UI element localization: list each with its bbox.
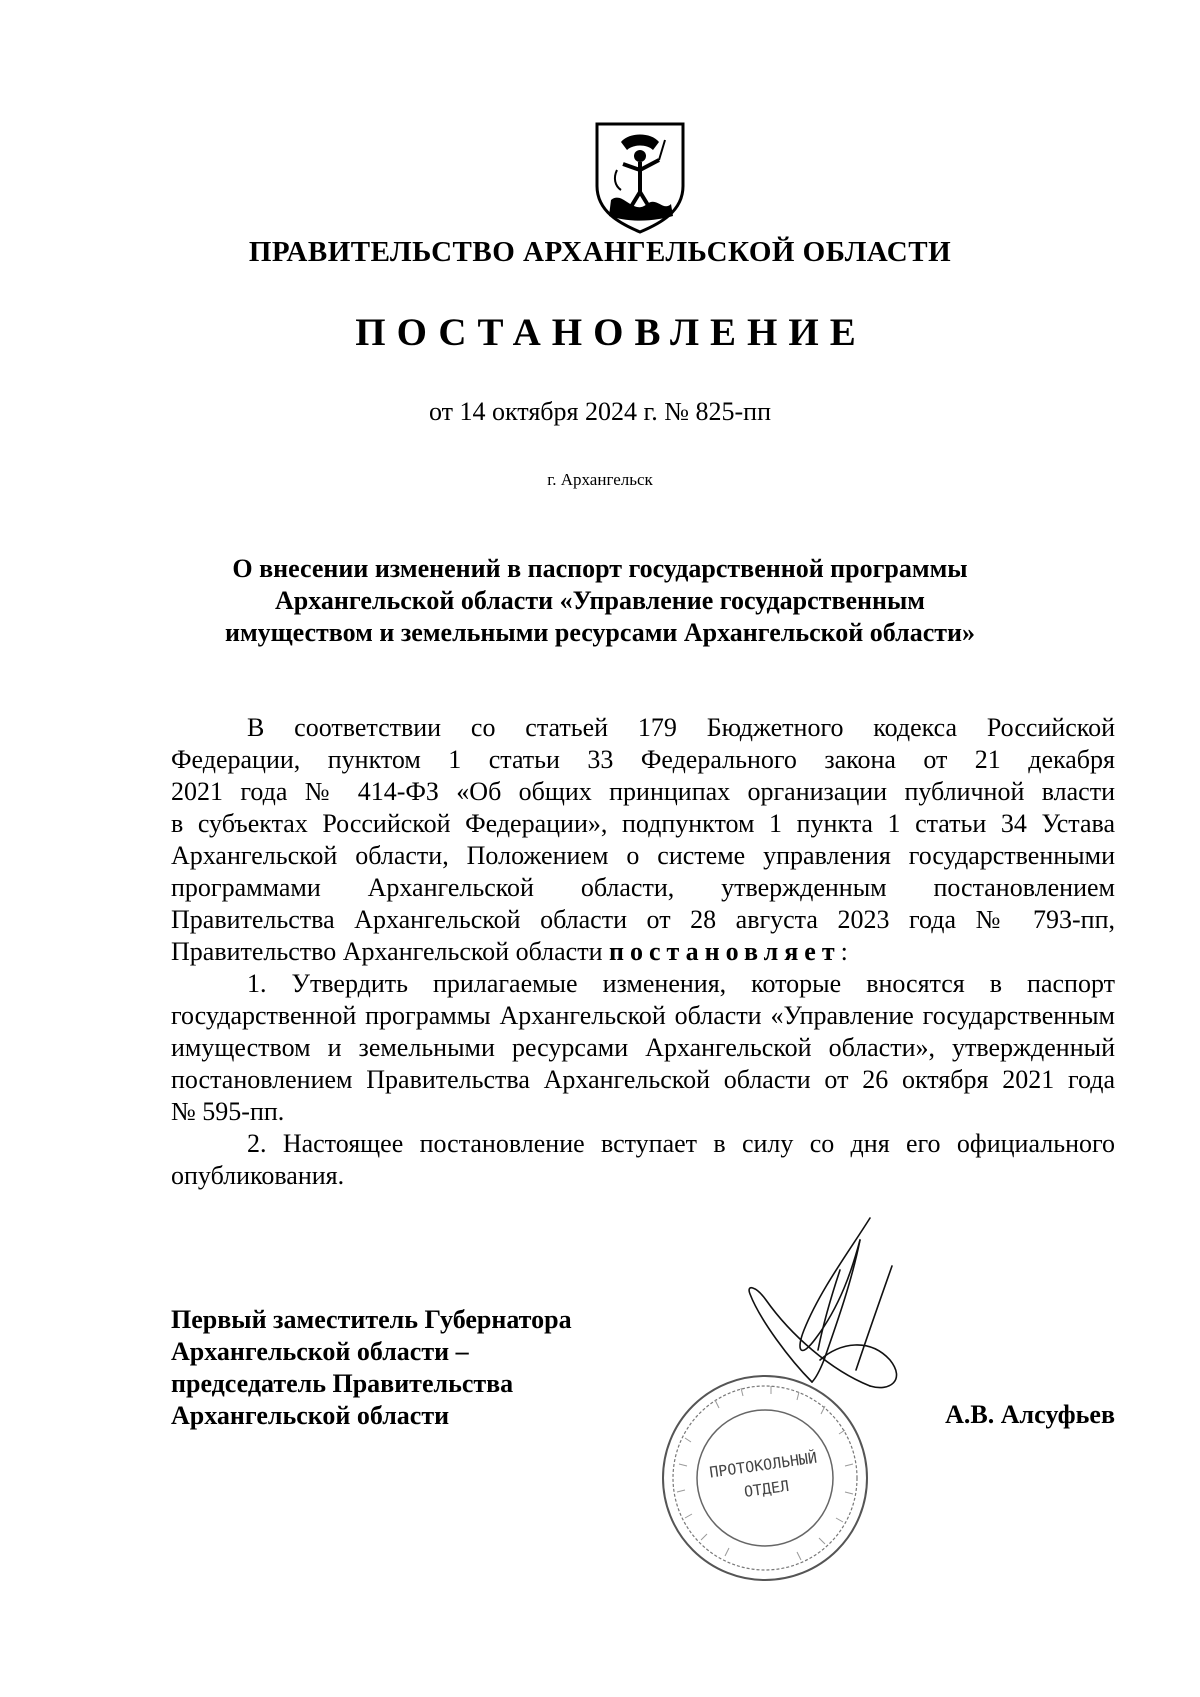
position-line: Архангельской области – xyxy=(171,1337,469,1366)
position-line: председатель Правительства xyxy=(171,1369,514,1398)
city: г. Архангельск xyxy=(547,470,653,489)
body-line: № 595-пп. xyxy=(171,1097,285,1126)
body-line: опубликования. xyxy=(171,1161,345,1190)
title-line: О внесении изменений в паспорт государственной программы xyxy=(232,554,968,583)
date-and-number: от 14 октября 2024 г. № 825-пп xyxy=(429,397,771,426)
signatory-name: А.В. Алсуфьев xyxy=(945,1400,1115,1429)
body-line: имуществом и земельными ресурсами Архангельской области», утвержденный xyxy=(171,1033,1115,1062)
body-line: государственной программы Архангельской области «Управление государственным xyxy=(171,1001,1115,1030)
body-line: программами Архангельской области, утвержденным постановлением xyxy=(171,873,1115,902)
coat-of-arms-icon xyxy=(593,120,687,234)
position-line: Первый заместитель Губернатора xyxy=(171,1305,572,1334)
body-line: постановлением Правительства Архангельской области от 26 октября 2021 года xyxy=(171,1065,1115,1094)
signatory-position xyxy=(171,1304,572,1432)
document-title xyxy=(0,553,1200,649)
document-body xyxy=(171,712,1115,1192)
title-line: Архангельской области «Управление государственным xyxy=(274,586,925,615)
body-line: в субъектах Российской Федерации», подпунктом 1 пункта 1 статьи 34 Устава xyxy=(171,809,1115,838)
stamp-text-1: ПРОТОКОЛЬНЫЙ xyxy=(708,1448,819,1482)
body-line: 1. Утвердить прилагаемые изменения, которые вносятся в паспорт xyxy=(247,969,1115,998)
document-type: ПОСТАНОВЛЕНИЕ xyxy=(355,311,867,354)
stamp-text-2: ОТДЕЛ xyxy=(742,1476,791,1501)
body-line: Правительства Архангельской области от 28 августа 2023 года № 793-пп, xyxy=(171,905,1115,934)
handwritten-signature xyxy=(720,1210,930,1430)
position-line: Архангельской области xyxy=(171,1401,450,1430)
resolution-line xyxy=(171,936,1115,968)
body-line-text: Правительство Архангельской области xyxy=(171,937,603,966)
organization-name: ПРАВИТЕЛЬСТВО АРХАНГЕЛЬСКОЙ ОБЛАСТИ xyxy=(248,236,952,268)
body-line: В соответствии со статьей 179 Бюджетного кодекса Российской xyxy=(247,713,1115,742)
body-line: Федерации, пунктом 1 статьи 33 Федерального закона от 21 декабря xyxy=(171,745,1115,774)
resolves-word: постановляет xyxy=(609,937,841,966)
body-line: 2021 года № 414-ФЗ «Об общих принципах организации публичной власти xyxy=(171,777,1115,806)
body-line: 2. Настоящее постановление вступает в силу со дня его официального xyxy=(247,1129,1115,1158)
body-line: Архангельской области, Положением о системе управления государственными xyxy=(171,841,1115,870)
resolves-colon: : xyxy=(840,937,848,966)
title-line: имуществом и земельными ресурсами Архангельской области» xyxy=(224,618,976,647)
